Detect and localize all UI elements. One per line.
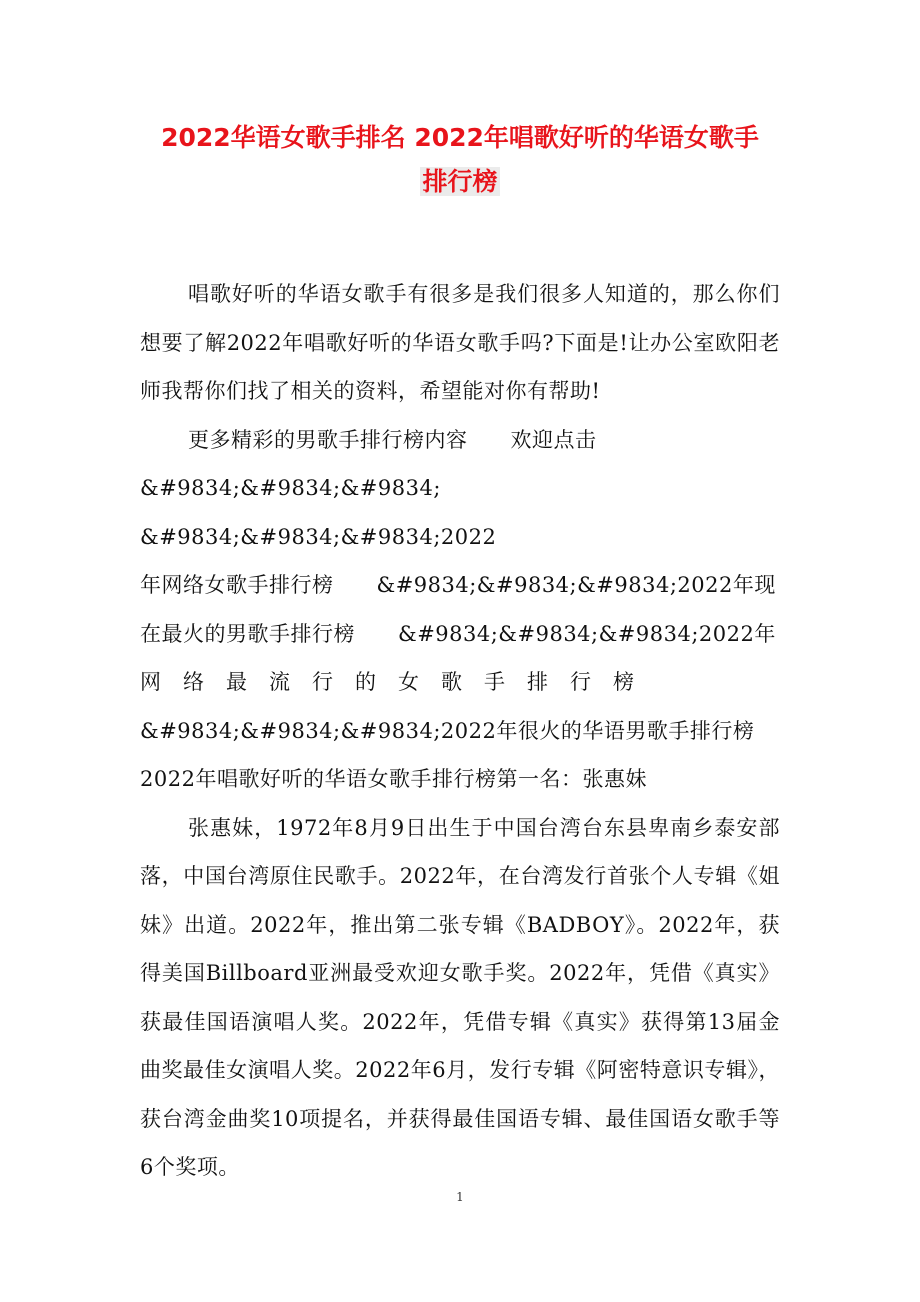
- article-body: [140, 270, 780, 1192]
- more-links-line-6: &#9834;&#9834;&#9834;2022年很火的华语男歌手排行榜: [140, 718, 755, 743]
- title-line-2: 排行榜: [422, 167, 498, 196]
- title-line-1: 2022华语女歌手排名 2022年唱歌好听的华语女歌手: [161, 123, 759, 152]
- more-links-line-5: 网 络 最 流 行 的 女 歌 手 排 行 榜: [140, 670, 635, 694]
- more-links-line-4: 在最火的男歌手排行榜 &#9834;&#9834;&#9834;2022年: [140, 621, 776, 646]
- bio-paragraph: 张惠妹，1972年8月9日出生于中国台湾台东县卑南乡泰安部落，中国台湾原住民歌手。2022年，在台湾发行首张个人专辑《姐妹》出道。2022年，推出第二张专辑《BADBOY》。2022年，获得美国Billboard亚洲最受欢迎女歌手奖。2022年，凭借《真实》获最佳国语演唱人奖。2022年，凭借专辑《真实》获得第13届金曲奖最佳女演唱人奖。2022年6月，发行专辑《阿密特意识专辑》，获台湾金曲奖10项提名，并获得最佳国语专辑、最佳国语女歌手等6个奖项。: [140, 815, 780, 1179]
- section-heading-first-place: 2022年唱歌好听的华语女歌手排行榜第一名：张惠妹: [140, 767, 647, 791]
- page-title: [120, 116, 800, 204]
- more-links-line-2: &#9834;&#9834;&#9834; &#9834;&#9834;&#9834;2022: [140, 476, 506, 549]
- more-links-line-1: 更多精彩的男歌手排行榜内容 欢迎点击: [188, 427, 597, 452]
- page-number: 1: [456, 1190, 464, 1204]
- more-links-line-3: 年网络女歌手排行榜 &#9834;&#9834;&#9834;2022年现: [140, 573, 776, 597]
- intro-paragraph: 唱歌好听的华语女歌手有很多是我们很多人知道的，那么你们想要了解2022年唱歌好听的华语女歌手吗?下面是!让办公室欧阳老师我帮你们找了相关的资料，希望能对你有帮助!: [140, 282, 780, 403]
